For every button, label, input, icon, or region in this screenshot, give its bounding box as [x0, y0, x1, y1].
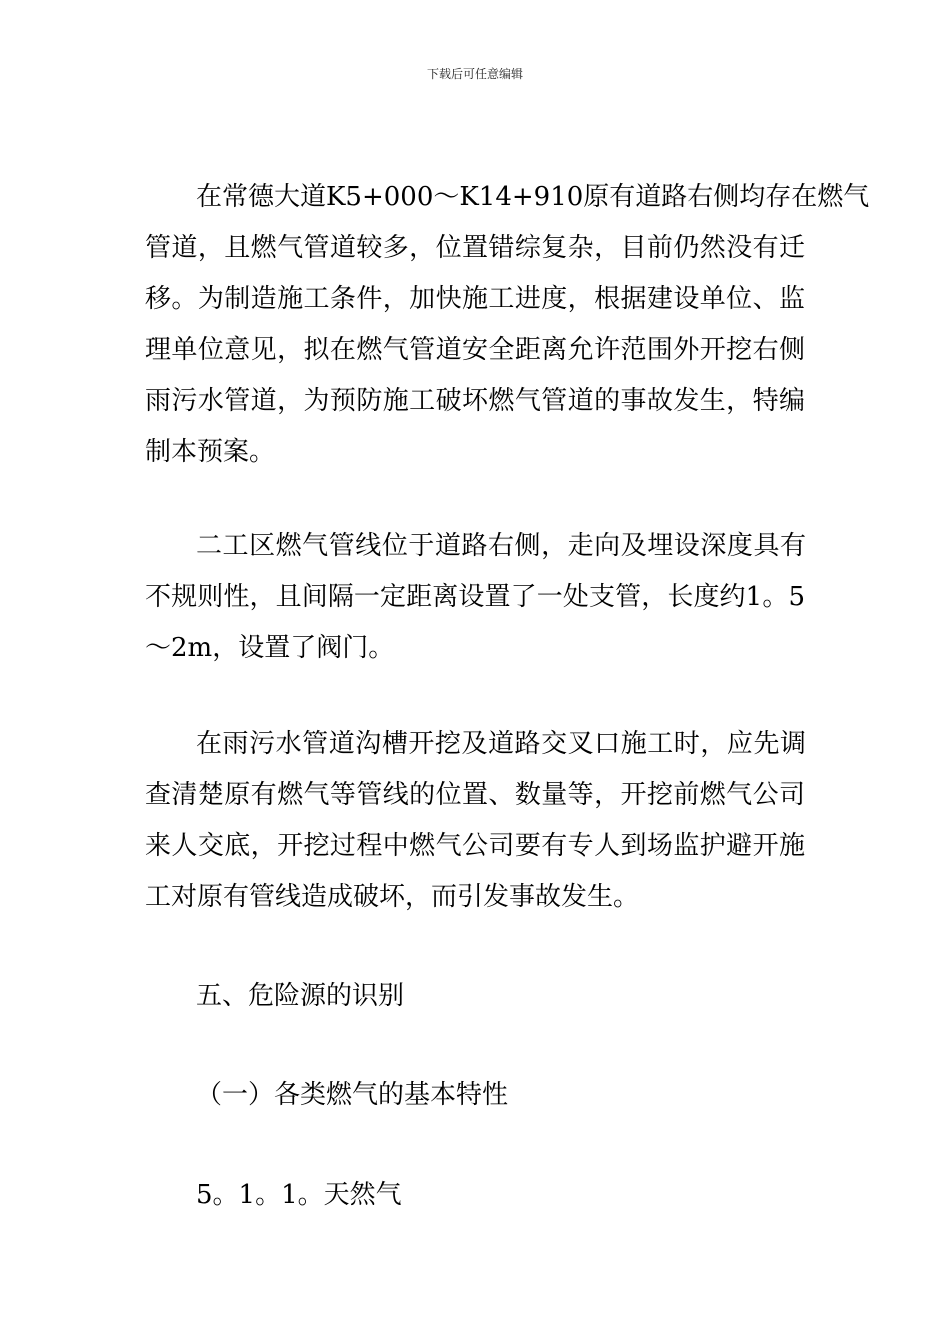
paragraph-3-line-1: 在雨污水管道沟槽开挖及道路交叉口施工时，应先调 [196, 729, 806, 759]
paragraph-3-line-4: 工对原有管线造成破坏，而引发事故发生。 [145, 882, 640, 912]
paragraph-1-line-2: 管道，且燃气管道较多，位置错综复杂，目前仍然没有迁 [145, 233, 805, 263]
section-heading: 五、危险源的识别 [196, 981, 405, 1011]
paragraph-1-line-5: 雨污水管道，为预防施工破坏燃气管道的事故发生，特编 [145, 386, 805, 416]
paragraph-2-line-1: 二工区燃气管线位于道路右侧，走向及埋设深度具有 [196, 531, 806, 561]
paragraph-3-line-2: 查清楚原有燃气等管线的位置、数量等，开挖前燃气公司 [145, 780, 805, 810]
paragraph-3-line-3: 来人交底，开挖过程中燃气公司要有专人到场监护避开施 [145, 831, 805, 861]
page-header-note: 下载后可任意编辑 [426, 67, 523, 81]
paragraph-1-line-6: 制本预案。 [145, 437, 276, 467]
paragraph-1-line-1: 在常德大道K5+000～K14+910原有道路右侧均存在燃气 [196, 182, 870, 212]
item-heading: 5。1。1。天然气 [196, 1180, 402, 1210]
paragraph-1-line-4: 理单位意见，拟在燃气管道安全距离允许范围外开挖右侧 [145, 335, 805, 365]
paragraph-2-line-2: 不规则性，且间隔一定距离设置了一处支管，长度约1。5 [145, 582, 805, 612]
paragraph-1-line-3: 移。为制造施工条件，加快施工进度，根据建设单位、监 [145, 284, 805, 314]
subsection-heading: （一）各类燃气的基本特性 [196, 1080, 509, 1110]
paragraph-2-line-3: ～2m，设置了阀门。 [145, 633, 395, 663]
